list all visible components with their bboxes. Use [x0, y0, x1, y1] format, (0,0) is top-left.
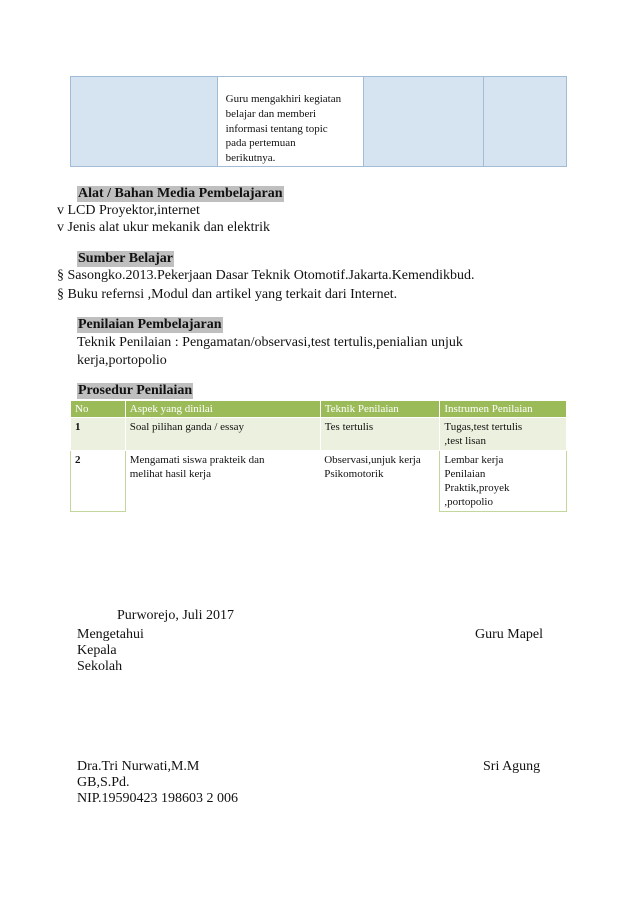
- column-header: No: [71, 401, 126, 418]
- approver-name-line: GB,S.Pd.: [77, 775, 130, 790]
- activity-cell-empty: [483, 77, 566, 167]
- approver-title-line: Kepala: [77, 643, 117, 658]
- technique-cell: [320, 418, 440, 451]
- place-date: Purworejo, Juli 2017: [117, 608, 235, 623]
- procedure-heading: Prosedur Penilaian: [78, 383, 193, 398]
- media-heading: Alat / Bahan Media Pembelajaran: [78, 186, 283, 201]
- aspect-line: Soal pilihan ganda / essay: [129, 421, 245, 433]
- instrument-line: Praktik,proyek: [444, 482, 510, 494]
- media-item: v LCD Proyektor,internet: [57, 203, 200, 218]
- assessment-technique-line: Teknik Penilaian : Pengamatan/observasi,test tertulis,penialian unjuk: [77, 335, 463, 350]
- row-number: 2: [71, 451, 126, 512]
- technique-cell: [320, 451, 440, 512]
- table-row: [71, 418, 567, 451]
- aspect-cell: [125, 418, 320, 451]
- media-item: v Jenis alat ukur mekanik dan elektrik: [57, 220, 271, 235]
- technique-line: Tes tertulis: [324, 421, 374, 433]
- approver-title: [77, 627, 144, 675]
- column-header: Teknik Penilaian: [320, 401, 440, 418]
- instrument-line: ,test lisan: [444, 435, 486, 447]
- assessment-technique-line: kerja,portopolio: [77, 353, 167, 368]
- technique-line: Psikomotorik: [324, 468, 384, 480]
- column-header: Aspek yang dinilai: [125, 401, 320, 418]
- instrument-line: Tugas,test tertulis: [444, 421, 523, 433]
- instrument-line: ,portopolio: [444, 496, 493, 508]
- approver-name-line: Dra.Tri Nurwati,M.M: [77, 759, 200, 774]
- activity-line: Guru mengakhiri kegiatan: [225, 93, 342, 105]
- source-item: § Buku refernsi ,Modul dan artikel yang terkait dari Internet.: [57, 287, 398, 302]
- approver-name: [77, 759, 238, 807]
- activity-line: berikutnya.: [225, 152, 276, 165]
- sources-heading: Sumber Belajar: [78, 251, 174, 266]
- aspect-cell: [125, 451, 320, 512]
- activity-table: [70, 76, 567, 167]
- approver-title-line: Mengetahui: [77, 627, 144, 642]
- activity-line: pada pertemuan: [225, 137, 296, 150]
- instrument-line: Penilaian: [444, 468, 486, 480]
- column-header: Instrumen Penilaian: [440, 401, 567, 418]
- activity-cell-text: [217, 77, 363, 167]
- row-number: 1: [71, 418, 126, 451]
- technique-line: Observasi,unjuk kerja: [324, 454, 421, 466]
- procedure-table: [70, 400, 567, 512]
- approver-title-line: Sekolah: [77, 659, 123, 674]
- instrument-cell: [440, 418, 567, 451]
- assessment-heading: Penilaian Pembelajaran: [78, 317, 222, 332]
- aspect-line: Mengamati siswa prakteik dan: [129, 454, 265, 466]
- aspect-line: melihat hasil kerja: [129, 468, 211, 480]
- activity-line: informasi tentang topic: [225, 122, 328, 135]
- teacher-title: Guru Mapel: [475, 627, 544, 642]
- table-row: [71, 451, 567, 512]
- source-item: § Sasongko.2013.Pekerjaan Dasar Teknik Otomotif.Jakarta.Kemendikbud.: [57, 268, 475, 283]
- activity-cell-empty: [71, 77, 218, 167]
- instrument-line: Lembar kerja: [444, 454, 504, 466]
- activity-cell-empty: [363, 77, 483, 167]
- instrument-cell: [440, 451, 567, 512]
- procedure-header-row: [71, 401, 567, 418]
- approver-name-line: NIP.19590423 198603 2 006: [77, 791, 239, 806]
- activity-line: belajar dan memberi: [225, 107, 317, 120]
- teacher-name: Sri Agung: [483, 759, 541, 774]
